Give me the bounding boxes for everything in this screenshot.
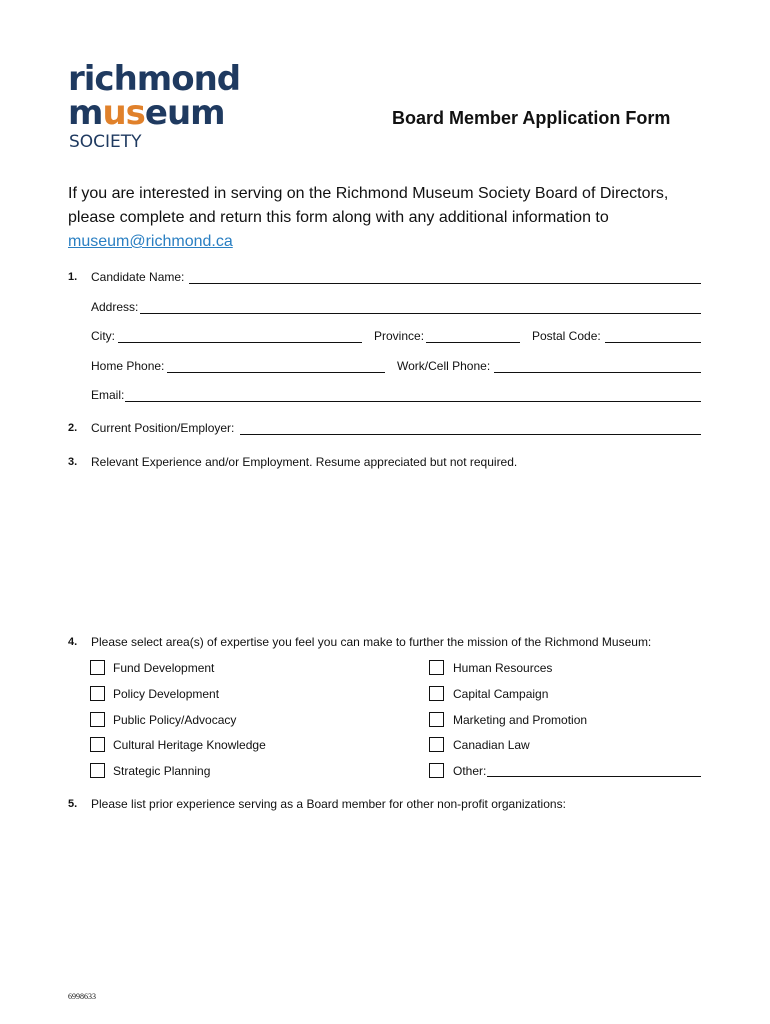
prior-board-experience-label: Please list prior experience serving as a Board member for other non-profit organizations: [91,797,566,811]
checkbox-label-policy-development: Policy Development [113,687,220,701]
checkbox-human-resources[interactable] [429,660,444,675]
checkbox-strategic-planning[interactable] [90,763,105,778]
postal-code-field[interactable] [605,342,701,343]
city-label: City: [91,329,115,343]
checkbox-fund-development[interactable] [90,660,105,675]
section-number-5: 5. [68,798,78,810]
work-cell-phone-label: Work/Cell Phone: [397,359,491,373]
section-number-3: 3. [68,456,78,468]
province-label: Province: [374,329,425,343]
checkbox-policy-development[interactable] [90,686,105,701]
postal-code-label: Postal Code: [532,329,601,343]
form-title: Board Member Application Form [392,108,671,128]
intro-paragraph [68,182,708,254]
home-phone-label: Home Phone: [91,359,165,373]
prior-board-experience-area[interactable] [91,818,701,978]
checkbox-label-cultural-heritage-knowledge: Cultural Heritage Knowledge [113,738,266,752]
expertise-question-label: Please select area(s) of expertise you feel you can make to further the mission of the Richmond Museum: [91,635,652,649]
logo-text-museum: museum [68,93,225,133]
checkbox-cultural-heritage-knowledge[interactable] [90,737,105,752]
work-cell-phone-field[interactable] [494,372,701,373]
document-id: 6998633 [68,992,96,1001]
current-position-field[interactable] [240,434,701,435]
intro-text: If you are interested in serving on the Richmond Museum Society Board of Directors, please complete and return this form along with any additional information to [68,185,669,226]
section-number-4: 4. [68,636,78,648]
checkbox-other[interactable] [429,763,444,778]
current-position-label: Current Position/Employer: [91,421,235,435]
checkbox-label-capital-campaign: Capital Campaign [453,687,549,701]
checkbox-label-strategic-planning: Strategic Planning [113,764,211,778]
candidate-name-label: Candidate Name: [91,270,185,284]
checkbox-marketing-and-promotion[interactable] [429,712,444,727]
checkbox-capital-campaign[interactable] [429,686,444,701]
email-field[interactable] [125,401,701,402]
checkbox-label-canadian-law: Canadian Law [453,738,530,752]
checkbox-label-marketing-and-promotion: Marketing and Promotion [453,713,588,727]
logo-text-society: SOCIETY [69,132,142,152]
email-label: Email: [91,388,125,402]
address-label: Address: [91,300,139,314]
logo-text-richmond: richmond [68,59,241,99]
relevant-experience-label: Relevant Experience and/or Employment. Resume appreciated but not required. [91,455,518,469]
checkbox-public-policy-advocacy[interactable] [90,712,105,727]
city-field[interactable] [118,342,362,343]
section-number-1: 1. [68,271,78,283]
section-number-2: 2. [68,422,78,434]
province-field[interactable] [426,342,520,343]
address-field[interactable] [140,313,701,314]
candidate-name-field[interactable] [189,283,701,284]
checkbox-label-public-policy-advocacy: Public Policy/Advocacy [113,713,237,727]
home-phone-field[interactable] [167,372,385,373]
checkbox-label-other: Other: [453,764,487,778]
relevant-experience-area[interactable] [91,476,701,626]
email-link[interactable]: museum@richmond.ca [68,233,233,250]
other-field[interactable] [487,776,701,777]
checkbox-label-human-resources: Human Resources [453,661,553,675]
checkbox-canadian-law[interactable] [429,737,444,752]
checkbox-label-fund-development: Fund Development [113,661,215,675]
